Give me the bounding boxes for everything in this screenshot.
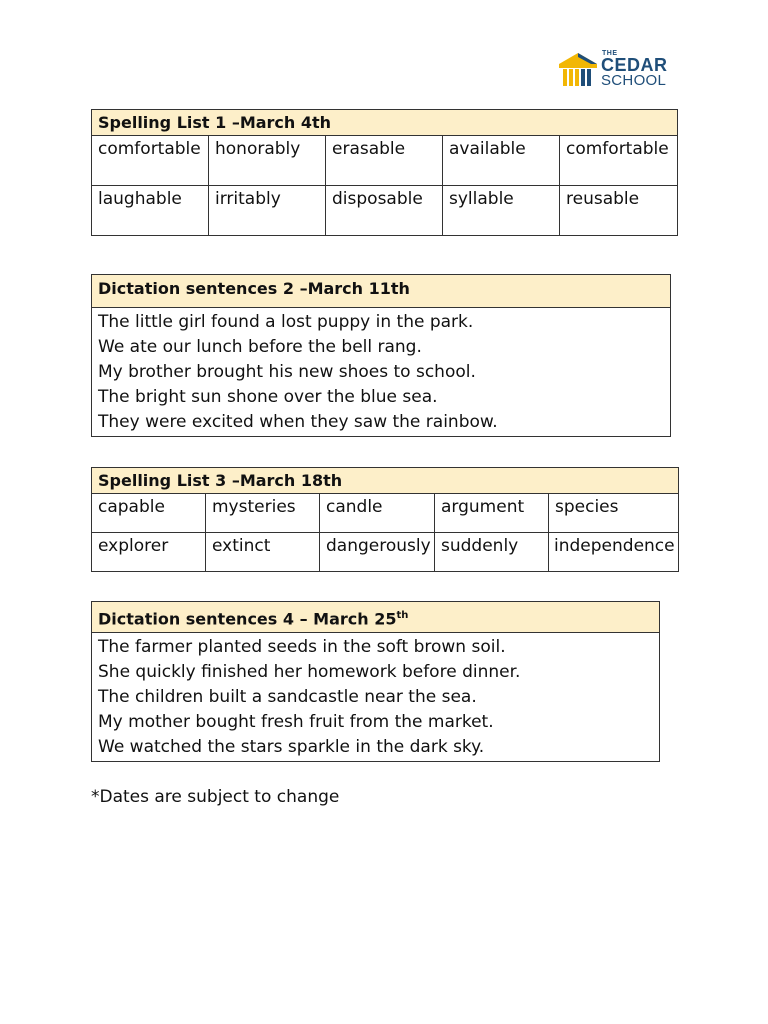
word-cell: candle — [320, 494, 435, 533]
dictation-2-table — [91, 274, 671, 437]
dictation-4-sentences — [92, 633, 660, 762]
dictation-2-sentences — [92, 308, 671, 437]
table-row — [92, 494, 679, 533]
table-row — [92, 533, 679, 572]
word-cell: available — [443, 136, 560, 186]
word-cell: capable — [92, 494, 206, 533]
sentence: They were excited when they saw the rainbow. — [98, 412, 498, 432]
dictation-4-title — [92, 602, 660, 633]
word-cell: mysteries — [206, 494, 320, 533]
dictation-4-table — [91, 601, 660, 762]
word-cell: erasable — [326, 136, 443, 186]
sentence: The bright sun shone over the blue sea. — [98, 387, 438, 407]
sentence: She quickly finished her homework before dinner. — [98, 662, 521, 683]
dictation-2-title: Dictation sentences 2 –March 11th — [92, 275, 671, 308]
dictation-4-title-text: Dictation sentences 4 – March 25 — [98, 609, 397, 629]
word-cell: comfortable — [92, 136, 209, 186]
sentence: My brother brought his new shoes to school. — [98, 362, 476, 382]
word-cell: dangerously — [320, 533, 435, 572]
table-row — [92, 186, 678, 236]
sentence: The farmer planted seeds in the soft brown soil. — [98, 637, 506, 658]
spelling-list-3-table — [91, 467, 679, 572]
word-cell: laughable — [92, 186, 209, 236]
word-cell: irritably — [209, 186, 326, 236]
sentence: My mother bought fresh fruit from the market. — [98, 712, 494, 733]
word-cell: reusable — [560, 186, 678, 236]
word-cell: comfortable — [560, 136, 678, 186]
spelling-list-3-title: Spelling List 3 –March 18th — [92, 468, 679, 494]
logo-text-cedar: CEDAR — [601, 55, 668, 75]
table-row — [92, 136, 678, 186]
spelling-list-1-table — [91, 109, 678, 236]
cedar-school-logo-icon — [557, 50, 599, 90]
school-logo — [557, 50, 677, 92]
word-cell: independence — [549, 533, 679, 572]
word-cell: honorably — [209, 136, 326, 186]
spelling-list-1-title: Spelling List 1 –March 4th — [92, 110, 678, 136]
sentence: We ate our lunch before the bell rang. — [98, 337, 422, 357]
sentence: The little girl found a lost puppy in the park. — [98, 312, 474, 332]
word-cell: disposable — [326, 186, 443, 236]
dictation-4-title-sup: th — [396, 610, 409, 621]
word-cell: argument — [435, 494, 549, 533]
word-cell: explorer — [92, 533, 206, 572]
logo-text-the: THE — [602, 50, 618, 57]
footnote: *Dates are subject to change — [91, 787, 340, 807]
word-cell: species — [549, 494, 679, 533]
word-cell: suddenly — [435, 533, 549, 572]
word-cell: syllable — [443, 186, 560, 236]
logo-text-school: SCHOOL — [601, 72, 667, 89]
word-cell: extinct — [206, 533, 320, 572]
sentence: We watched the stars sparkle in the dark sky. — [98, 737, 485, 758]
sentence: The children built a sandcastle near the sea. — [98, 687, 477, 708]
